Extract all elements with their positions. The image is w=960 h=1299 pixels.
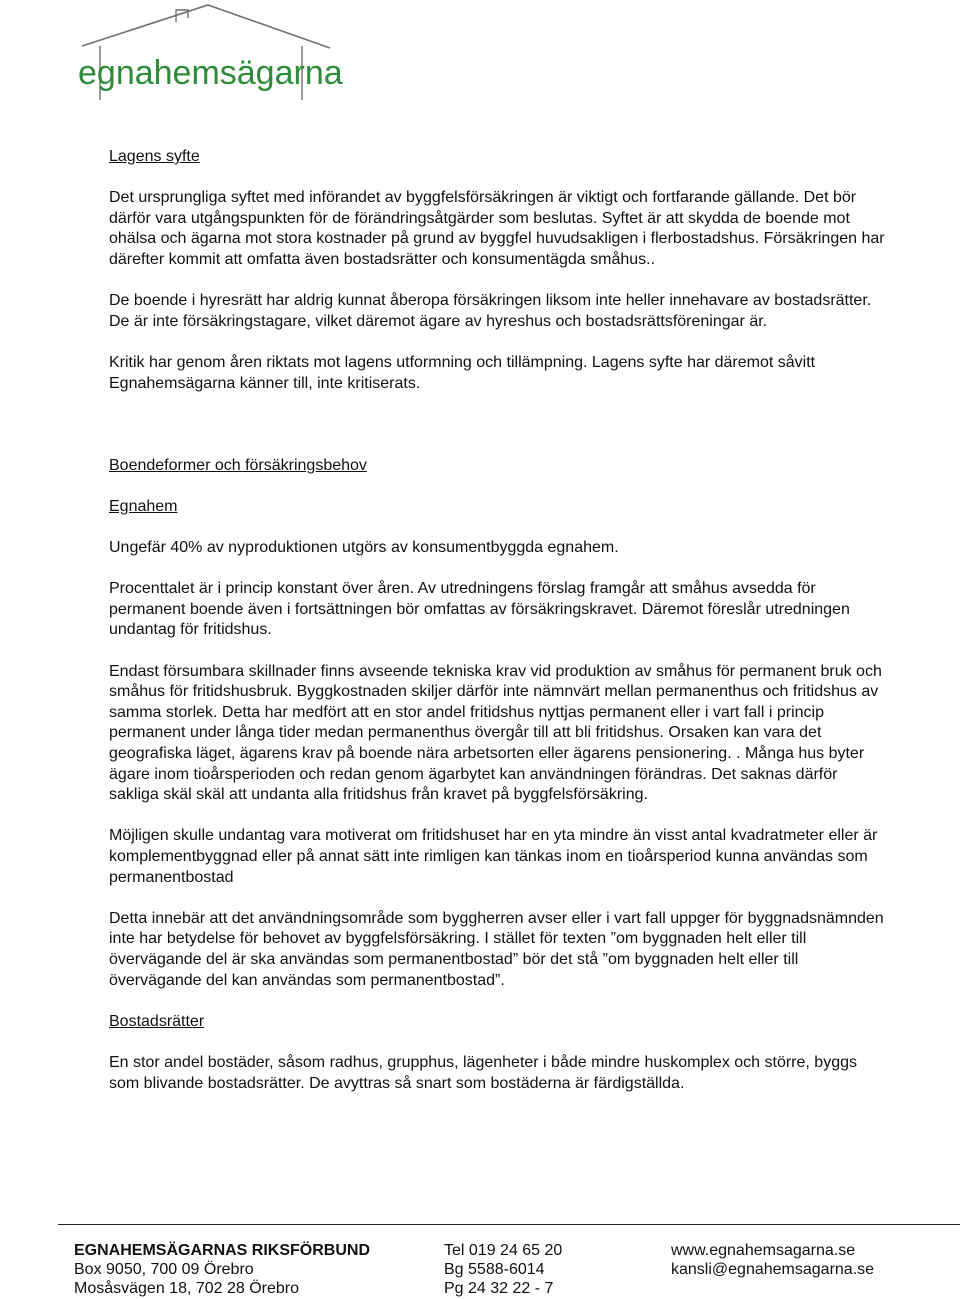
document-body <box>109 147 889 1115</box>
spacer <box>109 415 889 456</box>
paragraph: De boende i hyresrätt har aldrig kunnat åberopa försäkringen liksom inte heller innehavare av bostadsrätter. De är inte försäkringstagare, vilket däremot ägare av hyreshus och bostadsrättsföreningar är. <box>109 292 872 330</box>
bankgiro-number: Bg 5588-6014 <box>444 1260 545 1278</box>
logo-text: egnahemsägarna <box>78 54 343 92</box>
paragraph: Möjligen skulle undantag vara motiverat om fritidshuset har en yta mindre än visst antal kvadratmeter eller är komplementbyggnad eller på annat sätt inte rimligen kan tänkas inom en tioårsperiod kunna användas som permanentbostad <box>109 827 878 886</box>
footer-web <box>671 1242 874 1280</box>
logo <box>76 2 343 106</box>
email-link[interactable]: kansli@egnahemsagarna.se <box>671 1260 875 1278</box>
paragraph: Procenttalet är i princip konstant över åren. Av utredningens förslag framgår att småhus avsedda för permanent boende även i fortsättningen bör omfattas av försäkringskravet. Däremot föreslår utredningen undantag för fritidshus. <box>109 580 850 639</box>
postgiro-number: Pg 24 32 22 - 7 <box>444 1279 554 1297</box>
phone-number: Tel 019 24 65 20 <box>444 1242 563 1259</box>
section-heading: Lagens syfte <box>109 148 200 165</box>
footer-divider <box>58 1224 960 1225</box>
street-address: Mosåsvägen 18, 702 28 Örebro <box>74 1279 300 1297</box>
paragraph: En stor andel bostäder, såsom radhus, grupphus, lägenheter i både mindre huskomplex och större, byggs som blivande bostadsrätter. De avyttras så snart som bostäderna är färdigställda. <box>109 1053 857 1092</box>
footer-contact <box>444 1242 562 1298</box>
postal-address: Box 9050, 700 09 Örebro <box>74 1260 254 1278</box>
paragraph: Endast försumbara skillnader finns avseende tekniska krav vid produktion av småhus för permanent bruk och småhus för fritidshusbruk. Byggkostnaden skiljer därför inte nämnvärt mellan permanenthus och fritidshus av samma storlek. Detta har medfört att en stor andel fritidshus nyttjas permanent eller i vart fall i princip permanent under långa tider medan permanenthus övergår till att bli fritidshus. Orsaken kan vara det geografiska läget, ägarens krav på boende nära arbetsorten eller ägarens pensionering. . Många hus byter ägare inom tioårsperioden och redan genom ägarbytet kan användningen förändras. Det saknas därför sakliga skäl skäl att undanta alla fritidshus från kravet på byggfelsförsäkring. <box>109 662 882 804</box>
paragraph: Det ursprungliga syftet med införandet av byggfelsförsäkringen är viktigt och fortfarande gällande. Det bör därför vara utgångspunkten för de förändringsåtgärder som beslutas. Syftet är att skydda de boende mot ohälsa och ägarna mot stora kostnader på grund av byggfel huvudsakligen i flerbostadshus. Försäkringen har därefter kommit att omfatta även bostadsrätter och konsumentägda småhus.. <box>109 189 885 268</box>
subsection-heading: Egnahem <box>109 497 178 515</box>
footer-organization <box>74 1242 370 1298</box>
subsection-heading: Bostadsrätter <box>109 1012 205 1030</box>
section-heading: Boendeformer och försäkringsbehov <box>109 456 367 474</box>
organization-name: EGNAHEMSÄGARNAS RIKSFÖRBUND <box>74 1242 371 1259</box>
website-link[interactable]: www.egnahemsagarna.se <box>671 1242 856 1259</box>
paragraph: Ungefär 40% av nyproduktionen utgörs av konsumentbyggda egnahem. <box>109 539 619 557</box>
paragraph: Detta innebär att det användningsområde som byggherren avser eller i vart fall uppger för byggnadsnämnden inte har betydelse för behovet av byggfelsförsäkring. I stället för texten ”om byggnaden helt eller till övervägande del är ska användas som permanentbostad” bör det stå ”om byggnaden helt eller till övervägande del kan användas som permanentbostad”. <box>109 909 884 989</box>
paragraph: Kritik har genom åren riktats mot lagens utformning och tillämpning. Lagens syfte har däremot såvitt Egnahemsägarna känner till, inte kritiserats. <box>109 353 816 392</box>
